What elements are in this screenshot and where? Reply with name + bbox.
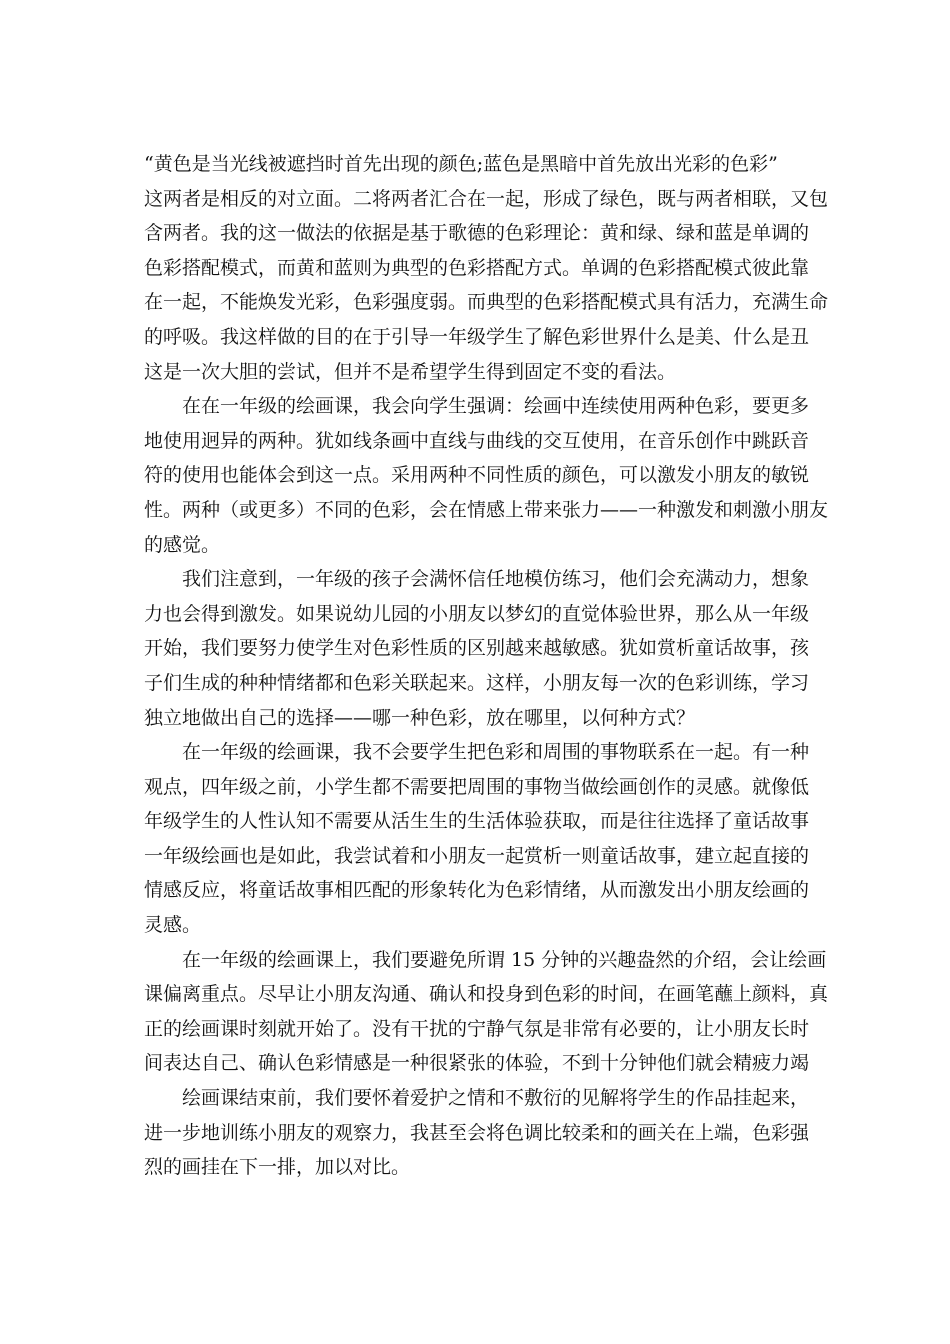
document-page bbox=[144, 147, 829, 1185]
paragraph-line: 进一步地训练小朋友的观察力，我甚至会将色调比较柔和的画关在上端，色彩强 bbox=[144, 1121, 810, 1144]
paragraph-line: 子们生成的种种情绪都和色彩关联起来。这样，小朋友每一次的色彩训练，学习 bbox=[144, 671, 810, 694]
paragraph-line: 这两者是相反的对立面。二将两者汇合在一起，形成了绿色，既与两者相联，又包 bbox=[144, 187, 829, 210]
paragraph-line: 地使用迥异的两种。犹如线条画中直线与曲线的交互使用，在音乐创作中跳跃音 bbox=[144, 429, 810, 452]
paragraph-5 bbox=[144, 943, 829, 1081]
paragraph-line: 在一年级的绘画课上，我们要避免所谓 15 分钟的兴趣盎然的介绍，会让绘画 bbox=[182, 948, 827, 971]
paragraph-2 bbox=[144, 389, 829, 562]
paragraph-line: 的感觉。 bbox=[144, 533, 221, 556]
paragraph-line: 这是一次大胆的尝试，但并不是希望学生得到固定不变的看法。 bbox=[144, 360, 677, 383]
paragraph-line: 开始，我们要努力使学生对色彩性质的区别越来越敏感。犹如赏析童话故事，孩 bbox=[144, 637, 810, 660]
paragraph-line: 独立地做出自己的选择——哪一种色彩，放在哪里，以何种方式？ bbox=[144, 706, 696, 729]
paragraph-line: 色彩搭配模式，而黄和蓝则为典型的色彩搭配方式。单调的色彩搭配模式彼此靠 bbox=[144, 256, 810, 279]
paragraph-line: 烈的画挂在下一排，加以对比。 bbox=[144, 1156, 411, 1179]
paragraph-line: 间表达自己、确认色彩情感是一种很紧张的体验，不到十分钟他们就会精疲力竭 bbox=[144, 1052, 810, 1075]
paragraph-4 bbox=[144, 735, 810, 943]
paragraph-line: 观点，四年级之前，小学生都不需要把周围的事物当做绘画创作的灵感。就像低 bbox=[144, 775, 810, 798]
paragraph-6 bbox=[144, 1081, 810, 1185]
paragraph-line: 性。两种（或更多）不同的色彩，会在情感上带来张力——一种激发和刺激小朋友 bbox=[144, 498, 829, 521]
paragraph-line: 力也会得到激发。如果说幼儿园的小朋友以梦幻的直觉体验世界，那么从一年级 bbox=[144, 602, 810, 625]
paragraph-line: 含两者。我的这一做法的依据是基于歌德的色彩理论：黄和绿、绿和蓝是单调的 bbox=[144, 222, 810, 245]
paragraph-line: 在在一年级的绘画课，我会向学生强调：绘画中连续使用两种色彩，要更多 bbox=[182, 395, 810, 418]
paragraph-line: 我们注意到，一年级的孩子会满怀信任地模仿练习，他们会充满动力，想象 bbox=[182, 568, 810, 591]
paragraph-line: 绘画课结束前，我们要怀着爱护之情和不敷衍的见解将学生的作品挂起来， bbox=[182, 1087, 810, 1110]
paragraph-line: “黄色是当光线被遮挡时首先出现的颜色;蓝色是黑暗中首先放出光彩的色彩” bbox=[144, 153, 778, 175]
paragraph-line: 情感反应，将童话故事相匹配的形象转化为色彩情绪，从而激发出小朋友绘画的 bbox=[144, 879, 810, 902]
paragraph-line: 的呼吸。我这样做的目的在于引导一年级学生了解色彩世界什么是美、什么是丑 bbox=[144, 325, 810, 348]
paragraph-line: 符的使用也能体会到这一点。采用两种不同性质的颜色，可以激发小朋友的敏锐 bbox=[144, 464, 810, 487]
paragraph-line: 一年级绘画也是如此，我尝试着和小朋友一起赏析一则童话故事，建立起直接的 bbox=[144, 844, 810, 867]
paragraph-line: 课偏离重点。尽早让小朋友沟通、确认和投身到色彩的时间，在画笔蘸上颜料，真 bbox=[144, 983, 829, 1006]
paragraph-line: 在一年级的绘画课，我不会要学生把色彩和周围的事物联系在一起。有一种 bbox=[182, 741, 810, 764]
paragraph-line: 年级学生的人性认知不需要从活生生的生活体验获取，而是往往选择了童话故事 bbox=[144, 810, 810, 833]
paragraph-line: 在一起，不能焕发光彩，色彩强度弱。而典型的色彩搭配模式具有活力，充满生命 bbox=[144, 291, 829, 314]
paragraph-1 bbox=[144, 147, 829, 389]
paragraph-line: 灵感。 bbox=[144, 914, 202, 937]
paragraph-line: 正的绘画课时刻就开始了。没有干扰的宁静气氛是非常有必要的，让小朋友长时 bbox=[144, 1017, 810, 1040]
paragraph-3 bbox=[144, 562, 810, 735]
